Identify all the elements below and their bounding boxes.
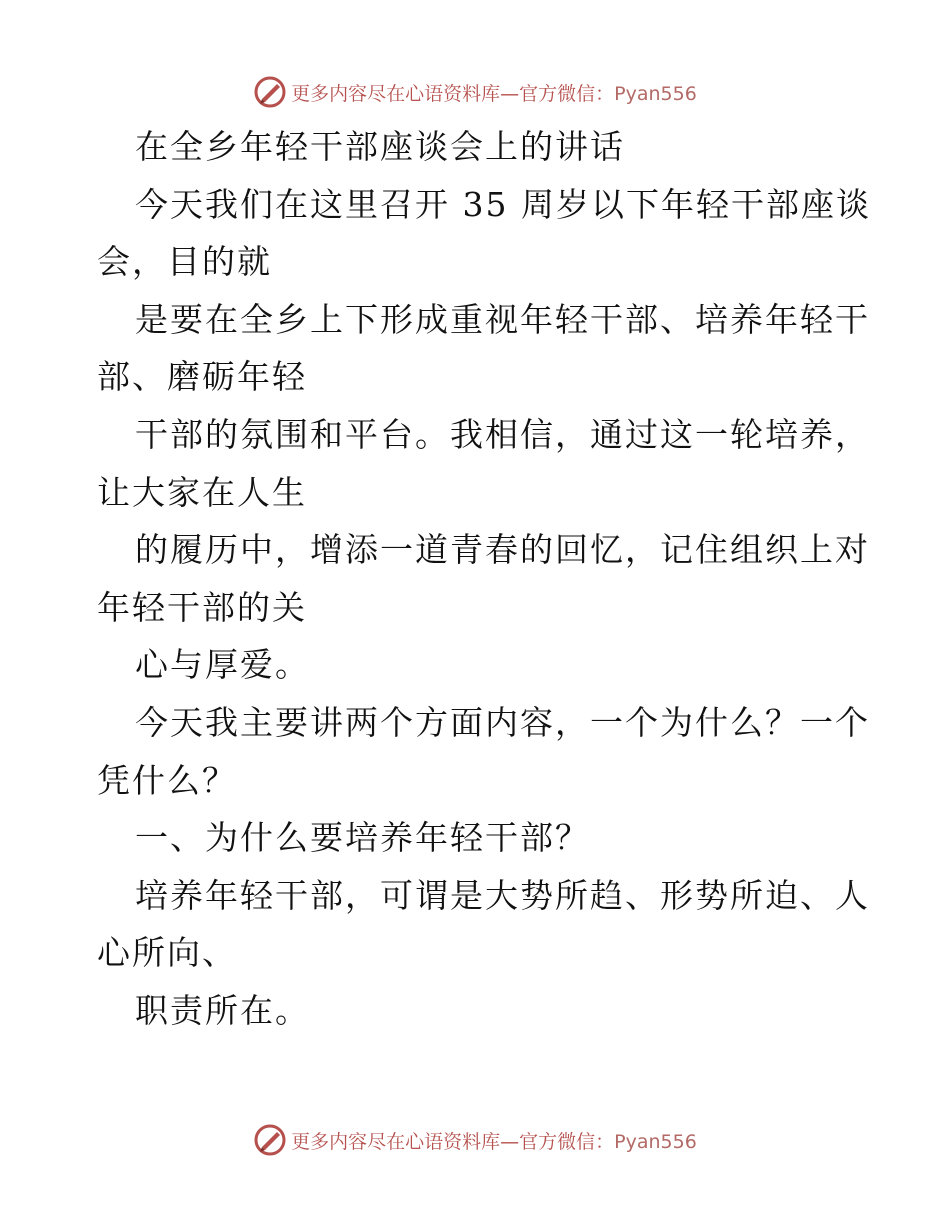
wechat-id: Pyan556 [614, 82, 697, 105]
text-line: 干部的氛围和平台。我相信，通过这一轮培养， [135, 414, 870, 454]
watermark-text [291, 79, 697, 106]
watermark-text [291, 1127, 697, 1154]
watermark-label: 更多内容尽在心语资料库—官方微信： [291, 82, 615, 105]
footer-watermark-banner [0, 1120, 950, 1160]
header-watermark-banner [0, 72, 950, 112]
text-line: 是要在全乡上下形成重视年轻干部、培养年轻干 [135, 299, 870, 339]
text-line: 会，目的就 [97, 242, 272, 282]
text-line: 心与厚爱。 [135, 645, 310, 685]
document-body [97, 118, 871, 1040]
watermark-label: 更多内容尽在心语资料库—官方微信： [291, 1130, 615, 1153]
text-line: 培养年轻干部，可谓是大势所趋、形势所迫、人 [135, 875, 870, 915]
text-line: 让大家在人生 [97, 472, 307, 512]
text-line: 今天我们在这里召开 35 周岁以下年轻干部座谈 [135, 184, 871, 224]
text-line: 职责所在。 [135, 990, 310, 1030]
wechat-id: Pyan556 [614, 1130, 697, 1153]
text-line: 的履历中，增添一道青春的回忆，记住组织上对 [135, 530, 870, 570]
text-line: 一、为什么要培养年轻干部？ [135, 818, 590, 858]
text-line: 心所向、 [97, 933, 237, 973]
text-line: 今天我主要讲两个方面内容，一个为什么？一个 [135, 702, 870, 742]
text-line: 部、磨砺年轻 [97, 357, 307, 397]
pen-circle-logo-icon [253, 1123, 287, 1157]
text-line: 凭什么？ [97, 760, 237, 800]
pen-circle-logo-icon [253, 75, 287, 109]
text-line: 年轻干部的关 [97, 587, 307, 627]
text-line: 在全乡年轻干部座谈会上的讲话 [135, 127, 625, 166]
